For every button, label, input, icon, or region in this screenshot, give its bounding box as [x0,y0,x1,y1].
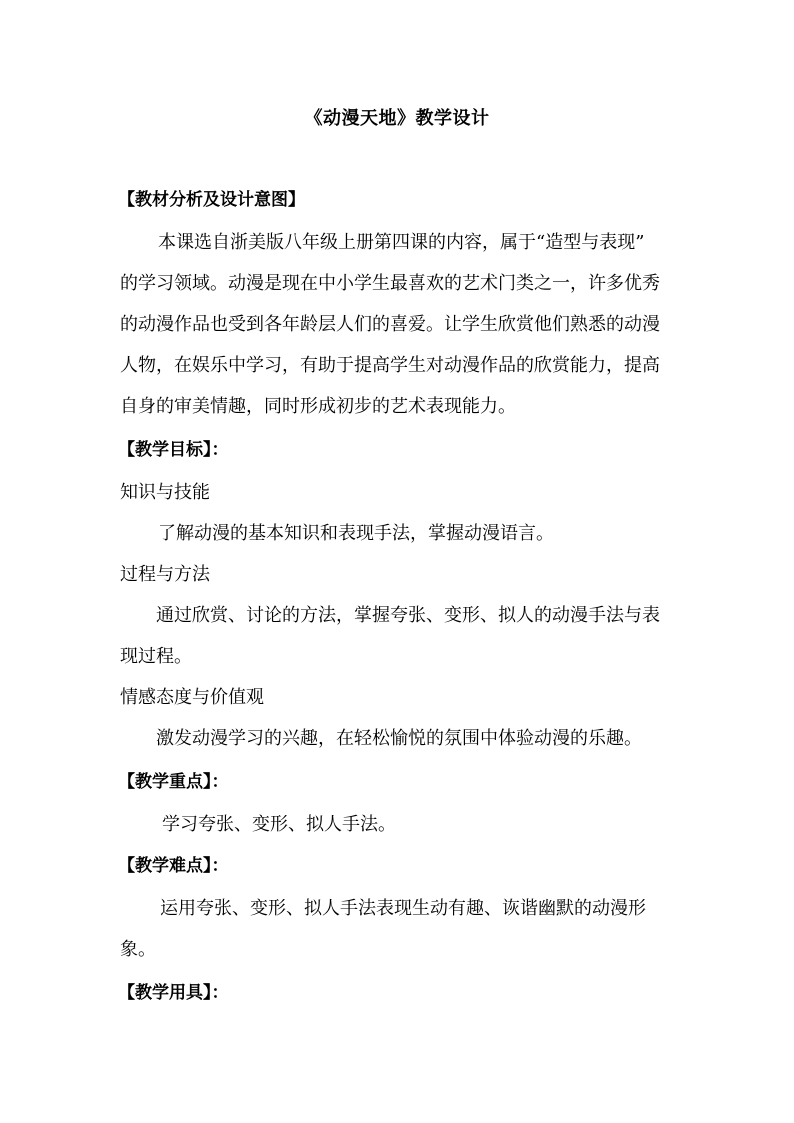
analysis-line: 本课选自浙美版八年级上册第四课的内容，属于“造型与表现” [158,232,645,253]
tools-heading: 【教学用具】： [118,983,229,1003]
goal-knowledge-label: 知识与技能 [120,482,210,503]
analysis-line: 的学习领域。动漫是现在中小学生最喜欢的艺术门类之一，许多优秀 [120,273,660,294]
analysis-heading: 【教材分析及设计意图】 [118,190,305,210]
goal-emotion-label: 情感态度与价值观 [120,687,264,708]
difficult-heading: 【教学难点】： [118,856,229,876]
goal-emotion-text: 激发动漫学习的兴趣，在轻松愉悦的氛围中体验动漫的乐趣。 [156,728,642,749]
difficult-line: 象。 [120,939,156,960]
difficult-line: 运用夸张、变形、拟人手法表现生动有趣、诙谐幽默的动漫形 [160,898,646,919]
goal-process-label: 过程与方法 [120,564,210,585]
analysis-line: 的动漫作品也受到各年龄层人们的喜爱。让学生欣赏他们熟悉的动漫 [120,314,660,335]
key-text: 学习夸张、变形、拟人手法。 [162,814,396,835]
goal-process-line: 现过程。 [120,646,192,667]
goals-heading: 【教学目标】： [118,440,229,460]
goal-process-line: 通过欣赏、讨论的方法，掌握夸张、变形、拟人的动漫手法与表 [156,605,660,626]
analysis-line: 自身的审美情趣，同时形成初步的艺术表现能力。 [120,396,516,417]
key-heading: 【教学重点】： [118,772,229,792]
goal-knowledge-text: 了解动漫的基本知识和表现手法，掌握动漫语言。 [158,523,554,544]
page-title: 《动漫天地》教学设计 [304,108,490,129]
analysis-line: 人物，在娱乐中学习，有助于提高学生对动漫作品的欣赏能力，提高 [120,355,660,376]
